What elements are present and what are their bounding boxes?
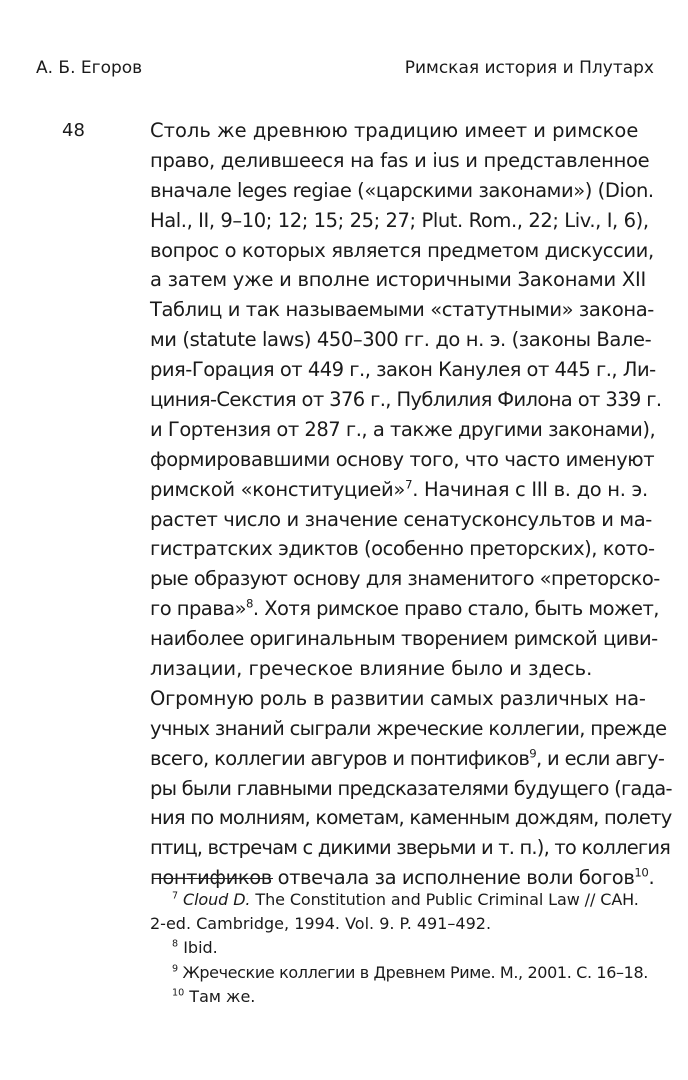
footnote-number: 10 (172, 987, 185, 999)
footnotes (150, 888, 648, 1009)
paragraph-2 (150, 684, 672, 893)
text-fragment: . Хотя римское право стало, быть может, (252, 597, 659, 621)
text-fragment: го права» (150, 597, 246, 621)
text-fragment: . Начиная с III в. до н. э. (412, 477, 648, 501)
footnote-text: Жреческие коллегии в Древнем Риме. М., 2001. С. 16–18. (177, 962, 648, 982)
footnote-ref-9[interactable]: 9 (529, 746, 536, 761)
footnote-number: 9 (172, 963, 178, 975)
text-line: рия-Горация от 449 г., закон Канулея от 445 г., Ли- (150, 358, 656, 382)
paragraph-1 (150, 116, 662, 684)
footnote-text: The Constitution and Public Criminal Law // CAH. (250, 890, 639, 909)
text-line: вначале leges regiae («царскими законами») (Dion. (150, 178, 654, 202)
footnote-separator (153, 878, 273, 879)
text-line: ми (statute laws) 450–300 гг. до н. э. (законы Вале- (150, 328, 652, 352)
text-fragment: римской «конституцией» (150, 477, 406, 501)
text-line: циния-Секстия от 376 г., Публилия Филона от 339 г. (150, 388, 662, 412)
footnote-8 (150, 936, 637, 960)
text-line: птиц, встречам с дикими зверьми и т. п.), то коллегия (150, 836, 671, 860)
text-line: гистратских эдиктов (особенно преторских), кото- (150, 537, 655, 561)
footnote-author: Cloud D. (183, 890, 251, 909)
text-line: Hal., II, 9–10; 12; 15; 25; 27; Plut. Rom., 22; Liv., I, 6), (150, 208, 649, 232)
footnote-number: 7 (172, 890, 179, 902)
footnote-ref-10[interactable]: 10 (634, 865, 649, 880)
text-line: рые образуют основу для знаменитого «преторско- (150, 567, 660, 591)
footnote-7-continued: 2-ed. Cambridge, 1994. Vol. 9. P. 491–492. (150, 914, 492, 934)
text-line: лизации, греческое влияние было и здесь. (150, 657, 593, 681)
text-line: право, делившееся на fas и ius и представленное (150, 148, 650, 172)
text-line: учных знаний сыграли жреческие коллегии, прежде (150, 716, 667, 740)
text-line: и Гортензия от 287 г., а также другими законами), (150, 417, 656, 441)
footnote-10 (150, 985, 637, 1009)
header-author: А. Б. Егоров (36, 58, 143, 78)
page-number: 48 (62, 120, 85, 141)
header-book-title: Римская история и Плутарх (404, 58, 654, 78)
text-line-with-footnote (150, 744, 665, 774)
text-line: вопрос о которых является предметом дискуссии, (150, 238, 654, 262)
footnote-text: Ibid. (178, 938, 218, 958)
text-line: а затем уже и вполне историчными Законами XII (150, 268, 646, 292)
footnote-text: Там же. (184, 986, 256, 1006)
text-line: Огромную роль в развитии самых различных на- (150, 686, 646, 710)
footnote-9 (150, 961, 648, 985)
text-line: формировавшими основу того, что часто именуют (150, 447, 655, 471)
footnote-number: 8 (172, 939, 179, 951)
running-header (36, 58, 654, 88)
text-line-with-footnote (150, 475, 648, 505)
footnote-ref-7[interactable]: 7 (405, 477, 413, 492)
text-line: растет число и значение сенатусконсультов и ма- (150, 507, 652, 531)
text-fragment: понтификов отвечала за исполнение воли богов (150, 866, 635, 890)
text-line: ния по молниям, кометам, каменным дождям, полету (150, 806, 672, 830)
text-line-with-footnote (150, 594, 659, 624)
footnote-ref-8[interactable]: 8 (245, 596, 253, 611)
text-line: Таблиц и так называемыми «статутными» закона- (150, 298, 654, 322)
footnote-7 (150, 888, 637, 912)
text-line: Столь же древнюю традицию имеет и римское (150, 119, 639, 142)
text-line: наиболее оригинальным творением римской циви- (150, 627, 658, 651)
text-fragment: всего, коллегии авгуров и понтификов (150, 746, 530, 770)
text-fragment: . (648, 866, 655, 890)
text-fragment: , и если авгу- (535, 746, 665, 770)
text-line: ры были главными предсказателями будущего (гада- (150, 776, 672, 800)
main-text (150, 116, 672, 893)
